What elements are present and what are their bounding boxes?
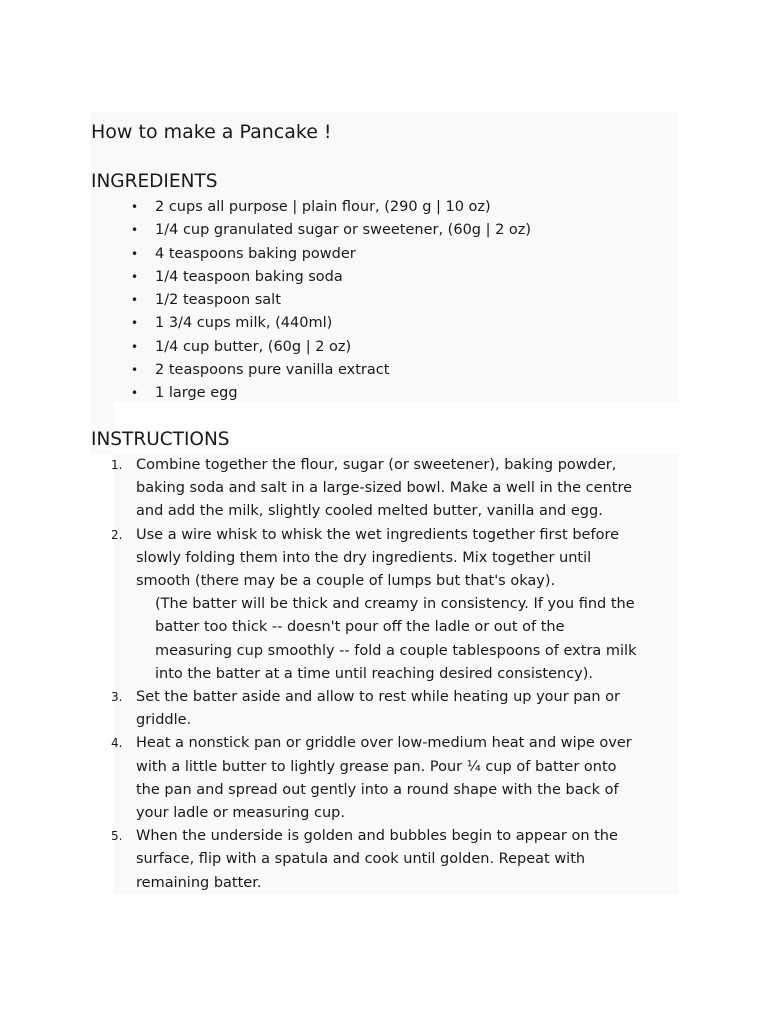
ingredient-text: 1 large egg — [155, 385, 238, 402]
instruction-list — [91, 454, 681, 895]
page-title: How to make a Pancake ! — [91, 121, 332, 143]
step-text-line: and add the milk, slightly cooled melted butter, vanilla and egg. — [136, 503, 603, 520]
step-note-line: (The batter will be thick and creamy in consistency. If you find the — [155, 596, 635, 613]
ingredient-item — [91, 382, 531, 405]
step-number: 1. — [111, 458, 123, 472]
ingredient-text: 1/4 cup granulated sugar or sweetener, (60g | 2 oz) — [155, 222, 532, 239]
ingredient-text: 2 cups all purpose | plain flour, (290 g | 10 oz) — [155, 199, 491, 215]
ingredient-item — [91, 243, 531, 266]
step-text-line: remaining batter. — [136, 874, 262, 891]
bullet-icon: • — [131, 269, 139, 284]
bullet-icon: • — [131, 363, 139, 378]
bullet-icon: • — [131, 316, 139, 331]
step-text-line: baking soda and salt in a large-sized bowl. Make a well in the centre — [136, 480, 633, 497]
ingredient-text: 1/4 teaspoon baking soda — [155, 268, 343, 285]
step-number: 4. — [111, 736, 123, 751]
instruction-step — [91, 524, 681, 686]
ingredient-text: 2 teaspoons pure vanilla extract — [155, 362, 390, 379]
instruction-step — [91, 686, 681, 732]
step-note-line: into the batter at a time until reaching desired consistency). — [155, 665, 594, 682]
instruction-step — [91, 825, 681, 895]
step-number: 5. — [111, 829, 123, 844]
ingredient-text: 1/4 cup butter, (60g | 2 oz) — [155, 338, 352, 355]
step-text-line: Use a wire whisk to whisk the wet ingredients together first before — [136, 526, 620, 543]
step-text-line: Set the batter aside and allow to rest while heating up your pan or — [136, 689, 621, 706]
step-note-line: measuring cup smoothly -- fold a couple tablespoons of extra milk — [155, 642, 637, 659]
step-number: 3. — [111, 690, 123, 705]
bullet-icon: • — [131, 223, 139, 238]
bullet-icon: • — [131, 200, 139, 214]
step-text-line: slowly folding them into the dry ingredients. Mix together until — [136, 549, 592, 566]
step-text-line: Combine together the flour, sugar (or sweetener), baking powder, — [136, 457, 617, 473]
ingredient-item — [91, 219, 531, 242]
instruction-step — [91, 732, 681, 825]
ingredient-item — [91, 289, 531, 312]
ingredients-heading: INGREDIENTS — [91, 171, 218, 192]
step-text-line: the pan and spread out gently into a round shape with the back of — [136, 781, 619, 798]
step-note-line: batter too thick -- doesn't pour off the ladle or out of the — [155, 619, 565, 636]
ingredient-item — [91, 336, 531, 359]
step-text-line: Heat a nonstick pan or griddle over low-medium heat and wipe over — [136, 735, 632, 752]
ingredient-text: 1 3/4 cups milk, (440ml) — [155, 315, 333, 332]
bullet-icon: • — [131, 339, 139, 354]
bullet-icon: • — [131, 246, 139, 261]
ingredient-item — [91, 266, 531, 289]
step-text-line: with a little butter to lightly grease pan. Pour ¼ cup of batter onto — [136, 758, 617, 775]
ingredient-text: 4 teaspoons baking powder — [155, 245, 356, 262]
instructions-heading: INSTRUCTIONS — [91, 429, 230, 450]
step-text-line: When the underside is golden and bubbles begin to appear on the — [136, 828, 618, 845]
step-number: 2. — [111, 527, 123, 542]
instruction-step — [91, 454, 681, 524]
step-text-line: surface, flip with a spatula and cook until golden. Repeat with — [136, 851, 586, 868]
ingredient-list — [91, 196, 531, 406]
ingredient-item — [91, 196, 531, 219]
ingredient-text: 1/2 teaspoon salt — [155, 292, 281, 309]
step-text-line: your ladle or measuring cup. — [136, 805, 345, 822]
step-text-line: griddle. — [136, 712, 192, 729]
bullet-icon: • — [131, 293, 139, 308]
step-text-line: smooth (there may be a couple of lumps but that's okay). — [136, 573, 556, 590]
bullet-icon: • — [131, 386, 139, 401]
ingredient-item — [91, 359, 531, 382]
ingredient-item — [91, 312, 531, 335]
